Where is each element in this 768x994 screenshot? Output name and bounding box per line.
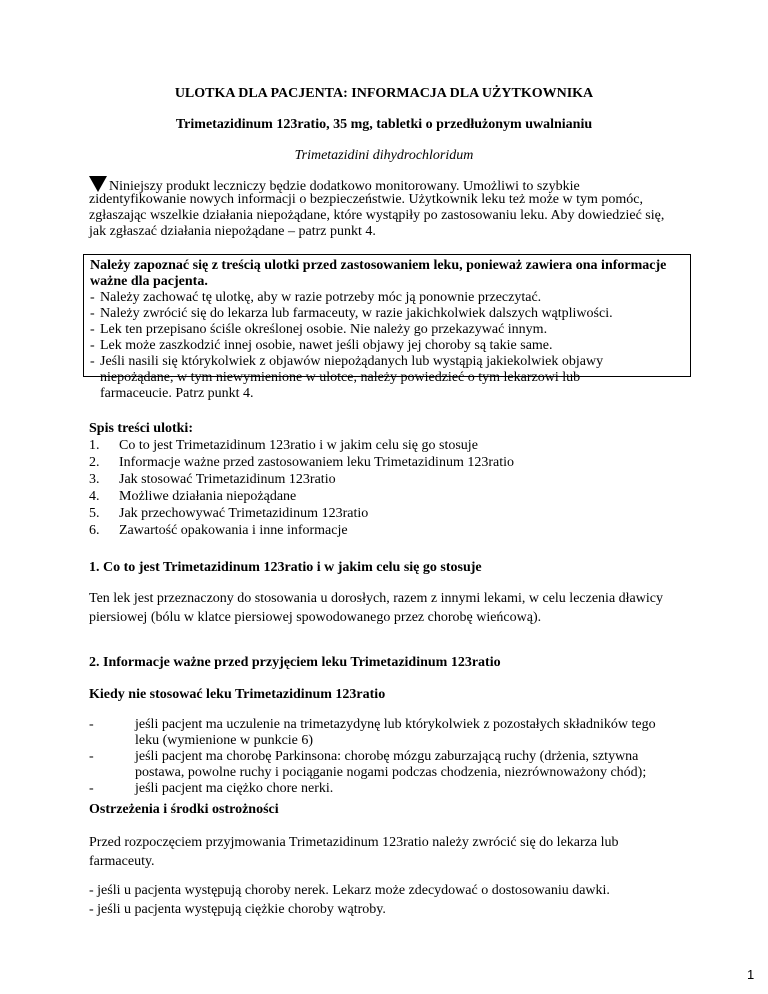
list-item: - jeśli u pacjenta występują ciężkie choroby wątroby. bbox=[89, 902, 386, 917]
notice-item: - Lek ten przepisano ściśle określonej osobie. Nie należy go przekazywać innym. bbox=[90, 322, 548, 337]
list-item: - jeśli u pacjenta występują choroby nerek. Lekarz może zdecydować o dostosowaniu dawki. bbox=[89, 883, 610, 898]
notice-heading: Należy zapoznać się z treścią ulotki przed zastosowaniem leku, ponieważ zawiera ona informacje bbox=[90, 258, 667, 273]
important-notice-box: Należy zapoznać się z treścią ulotki przed zastosowaniem leku, ponieważ zawiera ona informacje ważne dla pacjenta. - Należy zachować tę ulotkę, aby w razie potrzeby móc ją ponownie przeczytać. - Należy zwrócić się do lekarza lub farmaceuty, w razie jakichkolwiek dalszych wątpliwości. - Lek ten przepisano ściśle określonej osobie. Nie należy go przekazywać innym. - Lek może zaszkodzić innej osobie, nawet jeśli objawy jej choroby są takie same. - Jeśli nasili się którykolwiek z objawów niepożądanych lub wystąpią jakiekolwiek objawy niepożądane, w tym niewymienione w ulotce, należy powiedzieć o tym lekarzowi lub farmaceucie. Patrz punkt 4. bbox=[83, 254, 691, 377]
list-item: - jeśli pacjent ma chorobę Parkinsona: chorobę mózgu zaburzającą ruchy (drżenia, sztywna postawa, powolne ruchy i pociąganie nogami podczas chodzenia, niezrównoważony chód); bbox=[89, 749, 647, 780]
notice-item: - Należy zwrócić się do lekarza lub farmaceuty, w razie jakichkolwiek dalszych wątpliwości. bbox=[90, 306, 613, 321]
contraindications-heading: Kiedy nie stosować leku Trimetazidinum 123ratio bbox=[89, 687, 386, 702]
active-substance: Trimetazidini dihydrochloridum bbox=[294, 148, 474, 163]
table-of-contents bbox=[89, 421, 689, 540]
toc-heading: Spis treści ulotki: bbox=[89, 421, 193, 436]
notice-item: - Jeśli nasili się którykolwiek z objawów niepożądanych lub wystąpią jakiekolwiek objawy bbox=[90, 354, 604, 369]
warnings-heading: Ostrzeżenia i środki ostrożności bbox=[89, 802, 279, 817]
warnings-list bbox=[89, 883, 689, 921]
notice-item: - Lek może zaszkodzić innej osobie, nawet jeśli objawy jej choroby są takie same. bbox=[90, 338, 553, 353]
product-name: Trimetazidinum 123ratio, 35 mg, tabletki o przedłużonym uwalnianiu bbox=[175, 117, 593, 132]
list-item: - jeśli pacjent ma uczulenie na trimetazydynę lub którykolwiek z pozostałych składników tego leku (wymienione w punkcie 6) bbox=[89, 717, 656, 748]
toc-item: 2. Informacje ważne przed zastosowaniem leku Trimetazidinum 123ratio bbox=[89, 455, 514, 470]
section-1-body: Ten lek jest przeznaczony do stosowania u dorosłych, razem z innymi lekami, w celu leczenia dławicy piersiowej (bólu w klatce piersiowej spowodowanego przez chorobę wieńcową). bbox=[89, 591, 663, 625]
warnings-body: Przed rozpoczęciem przyjmowania Trimetazidinum 123ratio należy zwrócić się do lekarza lub farmaceuty. bbox=[89, 835, 619, 869]
section-1-heading: 1. Co to jest Trimetazidinum 123ratio i w jakim celu się go stosuje bbox=[89, 560, 482, 575]
page-number: 1 bbox=[747, 967, 755, 982]
leaflet-title: ULOTKA DLA PACJENTA: INFORMACJA DLA UŻYTKOWNIKA bbox=[174, 86, 594, 101]
black-triangle-icon bbox=[89, 176, 107, 192]
toc-item: 1. Co to jest Trimetazidinum 123ratio i w jakim celu się go stosuje bbox=[89, 438, 478, 453]
toc-item: 5. Jak przechowywać Trimetazidinum 123ratio bbox=[89, 506, 369, 521]
notice-item: - Należy zachować tę ulotkę, aby w razie potrzeby móc ją ponownie przeczytać. bbox=[90, 290, 542, 305]
toc-item: 6. Zawartość opakowania i inne informacje bbox=[89, 523, 348, 538]
toc-item: 4. Możliwe działania niepożądane bbox=[89, 489, 297, 504]
section-2-heading: 2. Informacje ważne przed przyjęciem leku Trimetazidinum 123ratio bbox=[89, 655, 501, 670]
monitoring-notice: Niniejszy produkt leczniczy będzie dodatkowo monitorowany. Umożliwi to szybkie zidentyfikowanie nowych informacji o bezpieczeństwie. Użytkownik leku też może w tym pomóc, zgłaszając wszelkie działania niepożądane, które wystąpiły po zastosowaniu leku. Aby dowiedzieć się, jak zgłaszać działania niepożądane – patrz punkt 4. bbox=[89, 176, 689, 240]
toc-item: 3. Jak stosować Trimetazidinum 123ratio bbox=[89, 472, 336, 487]
list-item: - jeśli pacjent ma ciężko chore nerki. bbox=[89, 781, 334, 796]
contraindications-list bbox=[89, 717, 689, 797]
